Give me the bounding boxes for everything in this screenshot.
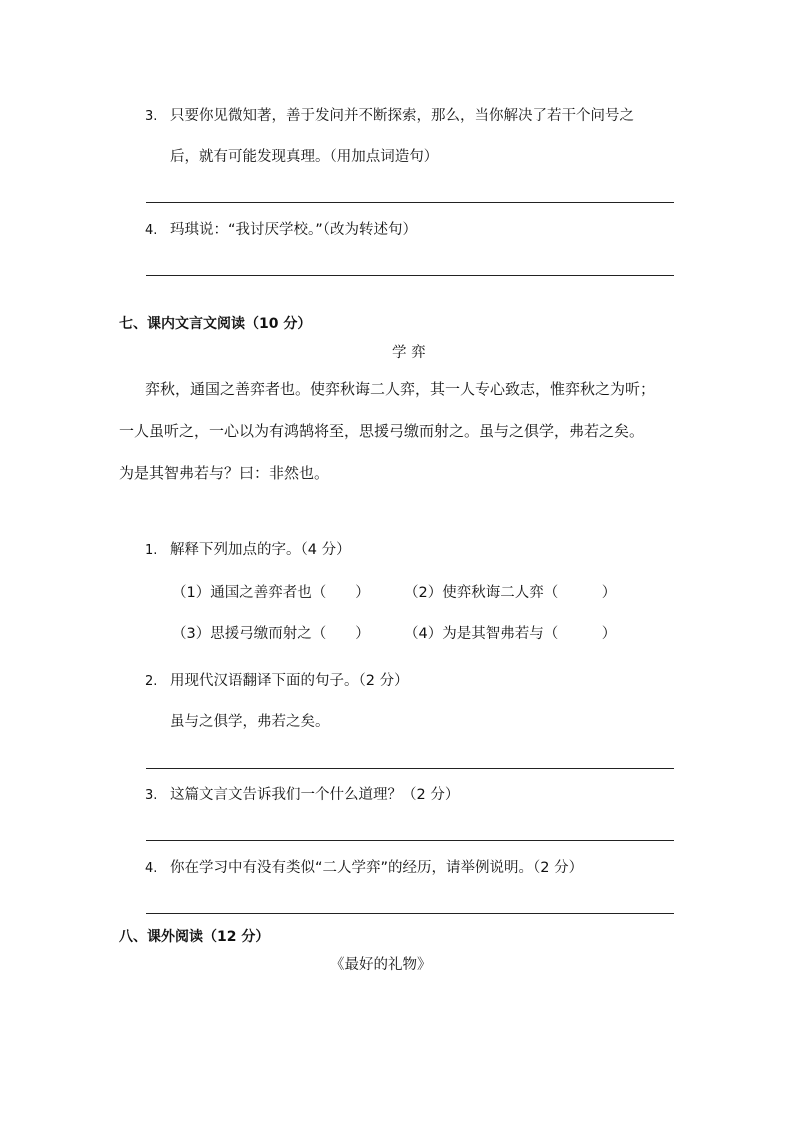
- q7-3-text: 这篇文言文告诉我们一个什么道理？（2 分）: [170, 787, 460, 803]
- section7-heading: 七、课内文言文阅读（10 分）: [119, 316, 312, 332]
- q6-3-text-line1: 只要你见微知著，善于发问并不断探索，那么，当你解决了若干个问号之: [170, 108, 634, 124]
- q6-4-answer-line[interactable]: [146, 275, 674, 276]
- q7-1-text: 解释下列加点的字。（4 分）: [170, 542, 351, 558]
- section7-passage-line2: 一人虽听之，一心以为有鸿鹄将至，思援弓缴而射之。虽与之俱学，弗若之矣。: [119, 422, 645, 440]
- q7-3-answer-line[interactable]: [146, 840, 674, 841]
- q7-4-text: 你在学习中有没有类似“二人学弈”的经历，请举例说明。（2 分）: [170, 860, 584, 876]
- section7-passage-line1: 弈秋，通国之善弈者也。使弈秋诲二人弈，其一人专心致志，惟弈秋之为听；: [145, 380, 656, 398]
- section7-passage-line3: 为是其智弗若与？曰：非然也。: [119, 464, 330, 482]
- q6-3-text-line2: 后，就有可能发现真理。（用加点词造句）: [170, 149, 439, 165]
- q6-4-number: 4.: [145, 223, 158, 238]
- q6-3-number: 3.: [145, 109, 158, 124]
- q7-2-number: 2.: [145, 674, 158, 689]
- q7-1-item2: （2）使弈秋诲二人弈（ ）: [404, 585, 617, 601]
- q7-2-sentence: 虽与之俱学，弗若之矣。: [170, 714, 330, 730]
- q7-3-number: 3.: [145, 788, 158, 803]
- section8-heading: 八、课外阅读（12 分）: [119, 929, 270, 945]
- q6-4-text: 玛琪说：“我讨厌学校。”（改为转述句）: [170, 222, 418, 238]
- q6-3-answer-line[interactable]: [146, 202, 674, 203]
- q7-4-number: 4.: [145, 861, 158, 876]
- q7-1-number: 1.: [145, 543, 158, 558]
- q7-1-item4: （4）为是其智弗若与（ ）: [404, 626, 617, 642]
- q7-4-answer-line[interactable]: [146, 913, 674, 914]
- q7-2-text: 用现代汉语翻译下面的句子。（2 分）: [170, 673, 409, 689]
- q7-2-answer-line[interactable]: [146, 768, 674, 769]
- q7-1-item3: （3）思援弓缴而射之（ ）: [172, 626, 370, 642]
- q7-1-item1: （1）通国之善弈者也（ ）: [172, 585, 370, 601]
- section7-passage-title: 学 弈: [392, 345, 426, 361]
- section8-passage-title: 《最好的礼物》: [330, 957, 432, 973]
